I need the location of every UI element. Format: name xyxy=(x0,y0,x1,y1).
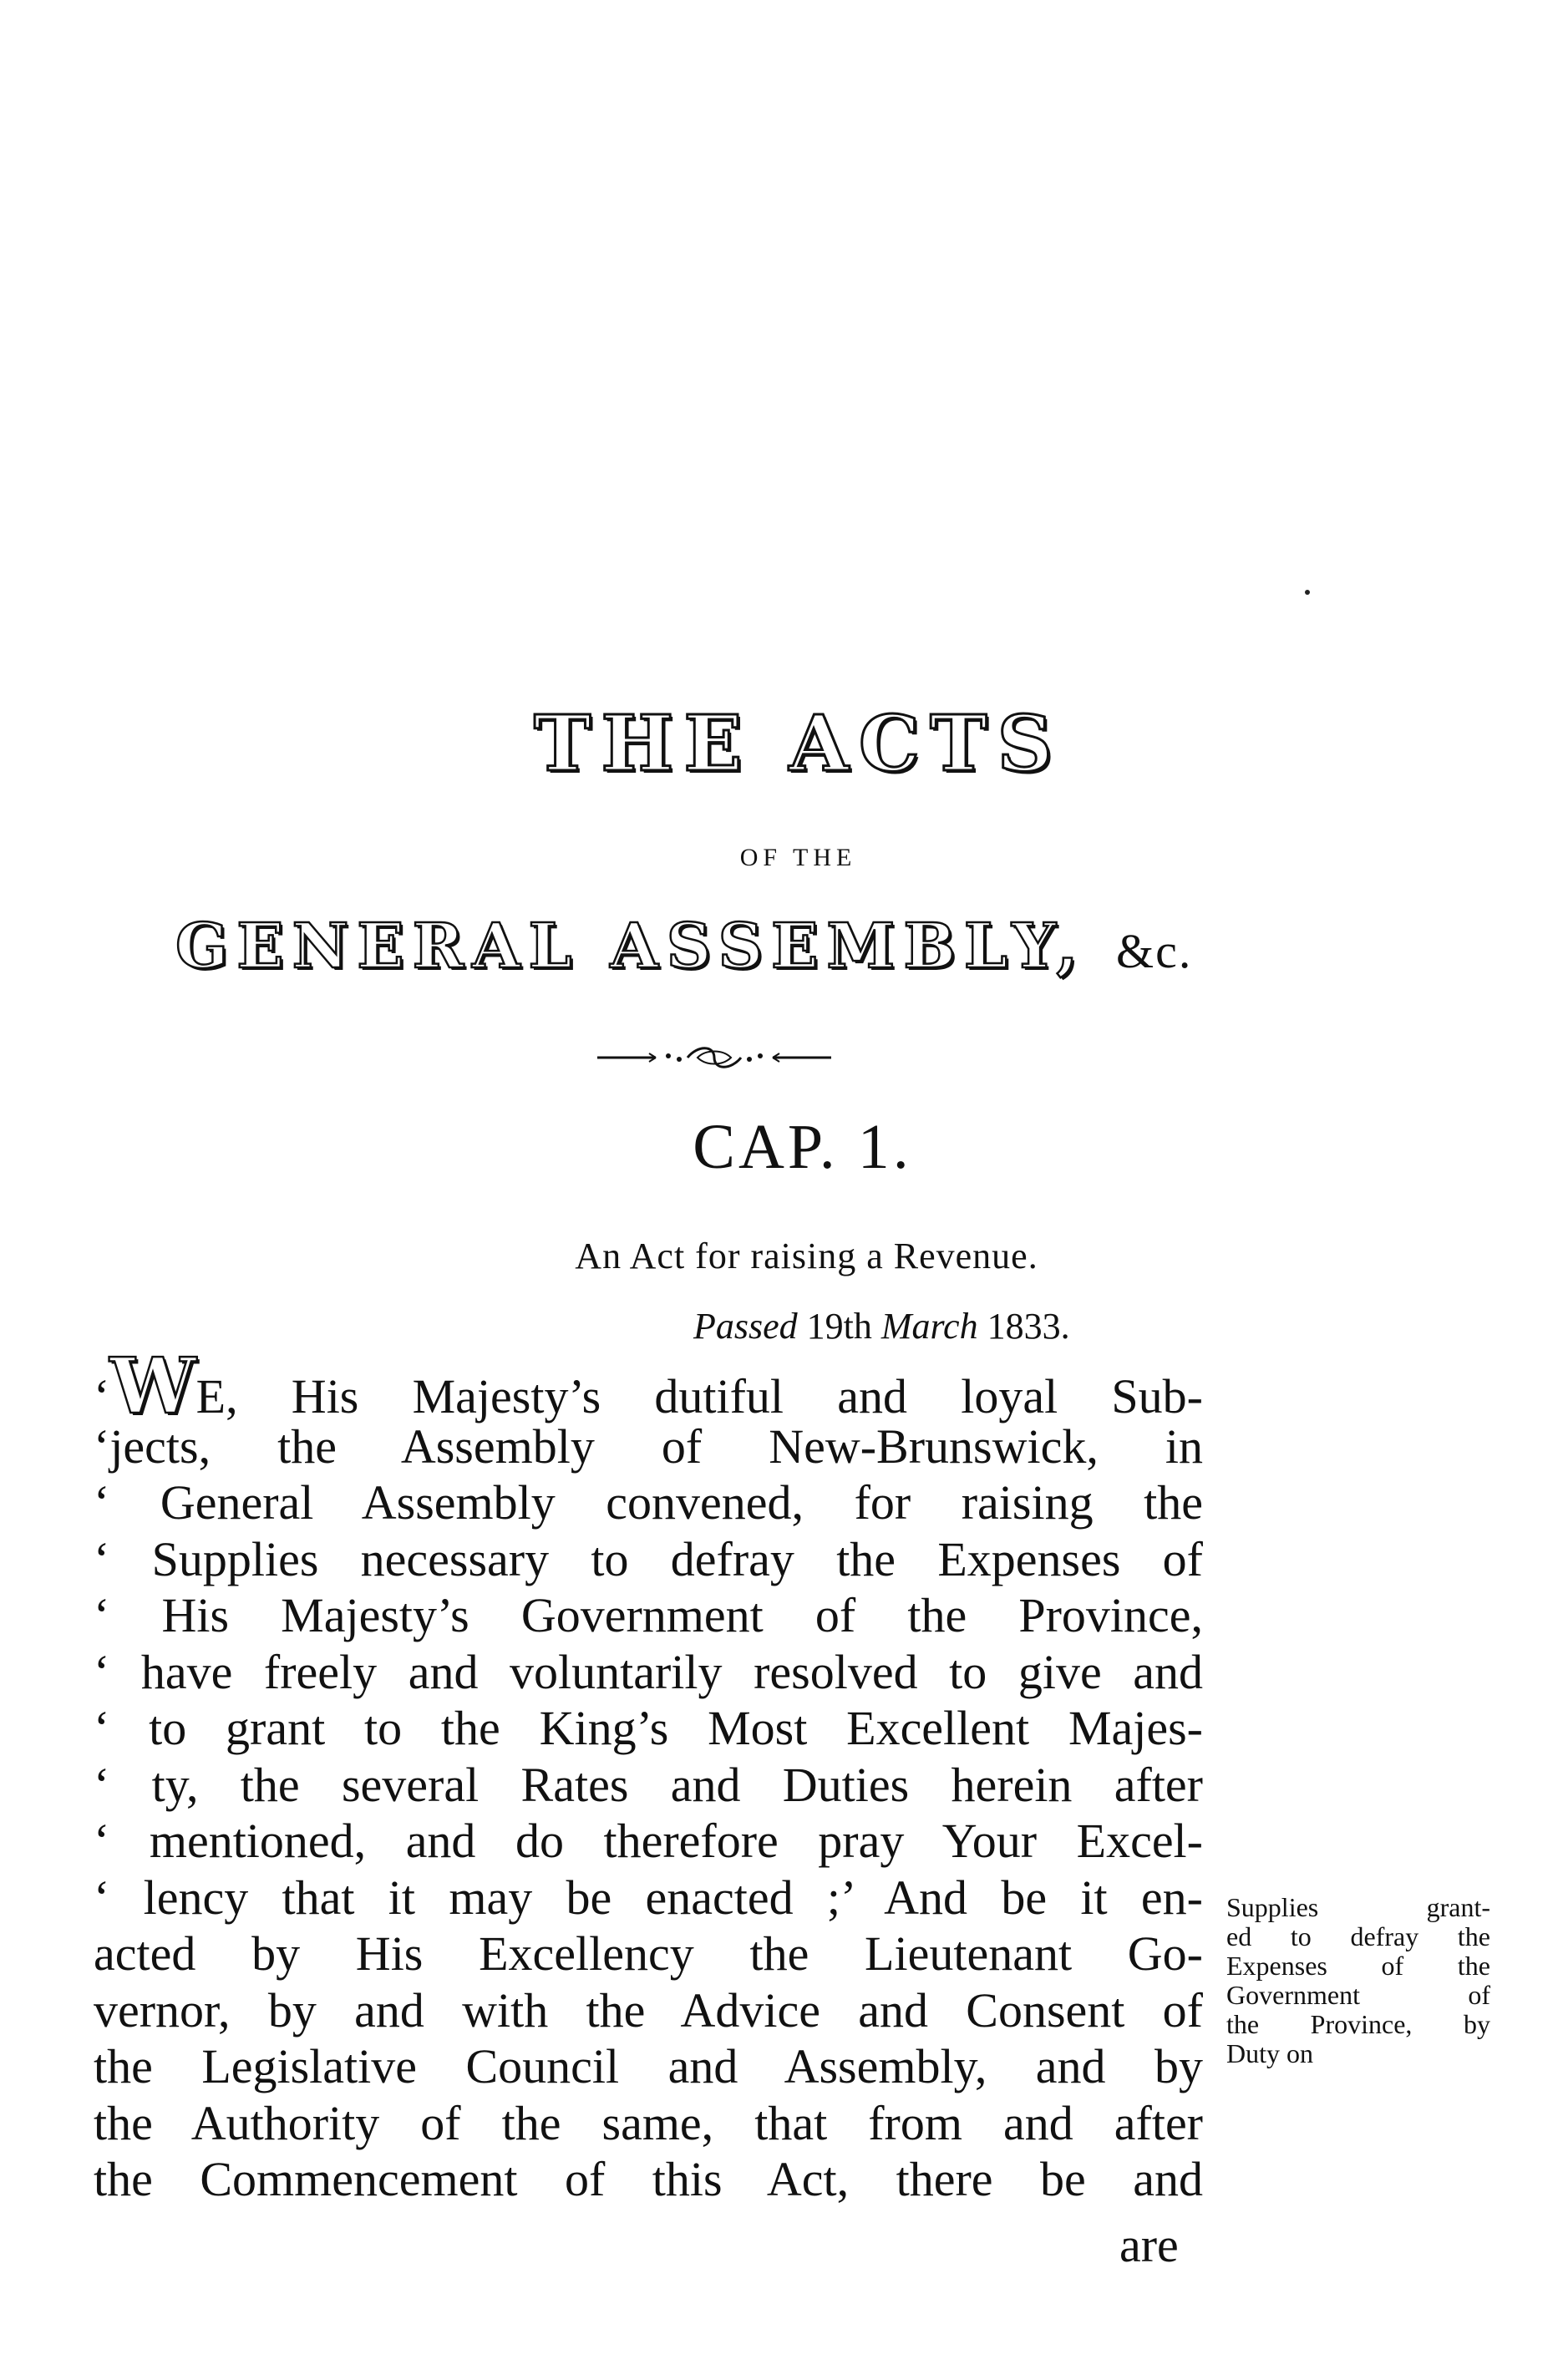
text-line: ‘ His Majesty’s Government of the Province, xyxy=(94,1588,1203,1642)
margin-note-line: Government of xyxy=(1226,1980,1490,2010)
title-etc: &c. xyxy=(1116,924,1193,978)
passed-date xyxy=(693,1305,1070,1347)
decorative-rule-ornament xyxy=(589,1041,840,1074)
passed-day: 19th xyxy=(806,1306,872,1347)
text-line: ‘ Supplies necessary to defray the Expenses of xyxy=(94,1531,1203,1586)
margin-note-line: ed to defray the xyxy=(1226,1921,1490,1951)
text-line: ‘jects, the Assembly of New-Brunswick, in xyxy=(94,1418,1203,1474)
text-line: ‘ have freely and voluntarily resolved to give and xyxy=(94,1644,1203,1699)
margin-note-line: the Province, by xyxy=(1226,2009,1490,2039)
ink-speck xyxy=(1305,590,1310,595)
catchword: are xyxy=(1119,2218,1179,2272)
title-general-assembly xyxy=(175,911,1261,982)
chapter-heading: CAP. 1. xyxy=(693,1112,912,1182)
text-line: acted by His Excellency the Lieutenant Go- xyxy=(94,1926,1203,1981)
margin-note-line: Supplies grant- xyxy=(1226,1892,1490,1922)
page-title-the-acts: THE ACTS xyxy=(533,698,1063,789)
text-line: ‘ to grant to the King’s Most Excellent Majes- xyxy=(94,1701,1203,1755)
text-line: the Authority of the same, that from and after xyxy=(94,2095,1203,2150)
marginal-note xyxy=(1226,1893,1490,2068)
passed-month: March xyxy=(880,1306,978,1347)
passed-label: Passed xyxy=(693,1306,798,1347)
act-preamble-text xyxy=(94,1341,1203,2208)
title-general-assembly-text: GENERAL ASSEMBLY, xyxy=(175,911,1087,982)
drop-cap: W xyxy=(109,1341,196,1431)
text-line: the Legislative Council and Assembly, and by xyxy=(94,2039,1203,2093)
text-line-content: E, His Majesty’s dutiful and loyal Sub- xyxy=(195,1369,1203,1423)
text-line: ‘ ty, the several Rates and Duties herein after xyxy=(94,1757,1203,1812)
text-line: ‘ lency that it may be enacted ;’ And be it en- xyxy=(94,1870,1203,1925)
title-of-the: OF THE xyxy=(739,844,857,871)
margin-note-line: Duty on xyxy=(1226,2038,1313,2068)
text-line: ‘ mentioned, and do therefore pray Your Excel- xyxy=(94,1814,1203,1868)
text-line: vernor, by and with the Advice and Consent of xyxy=(94,1982,1203,2037)
text-line: ‘WE, His Majesty’s dutiful and loyal Sub- xyxy=(94,1341,1203,1431)
text-line: ‘ General Assembly convened, for raising the xyxy=(94,1475,1203,1530)
act-title: An Act for raising a Revenue. xyxy=(575,1236,1038,1276)
text-line: the Commencement of this Act, there be and xyxy=(94,2152,1203,2206)
passed-year: 1833. xyxy=(987,1306,1070,1347)
margin-note-line: Expenses of the xyxy=(1226,1951,1490,1981)
